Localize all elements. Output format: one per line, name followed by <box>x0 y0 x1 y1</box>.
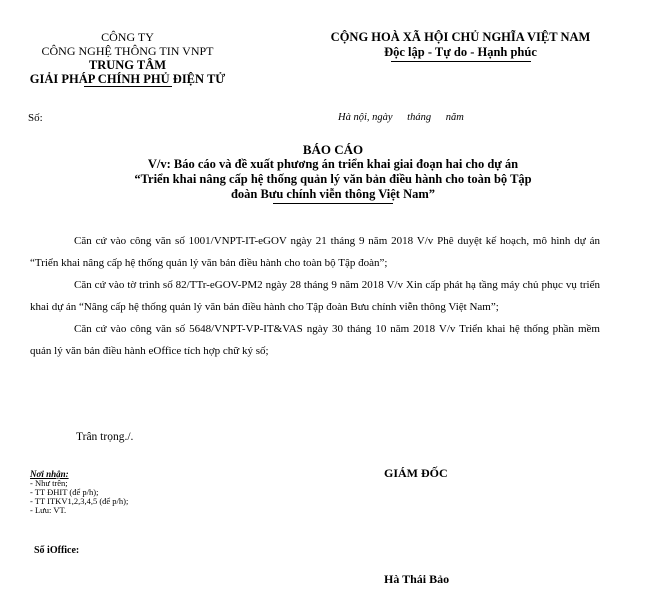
recipient-item: - TT ITKV1,2,3,4,5 (để p/h); <box>30 496 129 506</box>
center-line-1: TRUNG TÂM <box>88 58 167 72</box>
motto-underline <box>391 61 531 62</box>
recipients-block <box>30 470 128 515</box>
issuer-header <box>0 30 255 87</box>
date-place: Hà nội, ngày <box>338 112 393 123</box>
issuer-underline <box>84 86 172 87</box>
date-month-word: tháng <box>407 112 432 123</box>
national-motto: Độc lập - Tự do - Hạnh phúc <box>384 45 537 59</box>
company-line-2: CÔNG NGHỆ THÔNG TIN VNPT <box>41 44 214 58</box>
report-subject-line-2: “Triển khai nâng cấp hệ thống quản lý văn bản điều hành cho toàn bộ Tập <box>134 172 532 186</box>
signer-position: GIÁM ĐỐC <box>384 466 448 480</box>
recipients-label: Nơi nhận: <box>30 469 69 479</box>
recipient-item: - Như trên; <box>30 478 68 488</box>
subject-underline <box>273 203 393 204</box>
closing-regards: Trân trọng./. <box>76 431 134 443</box>
body-paragraph-1: Căn cứ vào công văn số 1001/VNPT-IT-eGOV ngày 21 tháng 9 năm 2018 V/v Phê duyệt kế hoạch, mô hình dự án “Triển khai nâng cấp hệ thống quản lý văn bản điều hành cho toàn bộ Tập đoàn”; <box>30 235 600 269</box>
report-title-block <box>30 142 636 204</box>
report-heading: BÁO CÁO <box>302 142 364 157</box>
document-number-label: Số: <box>28 112 43 124</box>
date-line <box>338 112 476 123</box>
body-paragraph-3: Căn cứ vào công văn số 5648/VNPT-VP-IT&VAS ngày 30 tháng 10 năm 2018 V/v Triển khai hệ thống phần mềm quản lý văn bản điều hành eOffice tích hợp chữ ký số; <box>30 323 600 357</box>
recipient-item: - TT ĐHIT (để p/h); <box>30 487 99 497</box>
company-line-1: CÔNG TY <box>101 30 154 44</box>
nation-title: CỘNG HOÀ XÃ HỘI CHỦ NGHĨA VIỆT NAM <box>330 30 591 44</box>
report-body <box>30 230 600 362</box>
ioffice-number-label: Số iOffice: <box>34 545 80 556</box>
recipient-item: - Lưu: VT. <box>30 505 67 515</box>
report-subject-line-3: đoàn Bưu chính viễn thông Việt Nam” <box>230 187 436 201</box>
body-paragraph-2: Căn cứ vào tờ trình số 82/TTr-eGOV-PM2 ngày 28 tháng 9 năm 2018 V/v Xin cấp phát hạ tầng máy chủ phục vụ triển khai dự án “Nâng cấp hệ thống quản lý văn bản điều hành cho Tập đoàn Bưu chính viễn thông Việt Nam”; <box>30 279 600 313</box>
report-subject-line-1: V/v: Báo cáo và đề xuất phương án triển khai giai đoạn hai cho dự án <box>147 157 519 171</box>
national-header <box>255 30 666 62</box>
date-year-word: năm <box>445 112 464 123</box>
signer-name: Hà Thái Bảo <box>384 572 450 586</box>
center-line-2: GIẢI PHÁP CHÍNH PHỦ ĐIỆN TỬ <box>29 72 226 86</box>
